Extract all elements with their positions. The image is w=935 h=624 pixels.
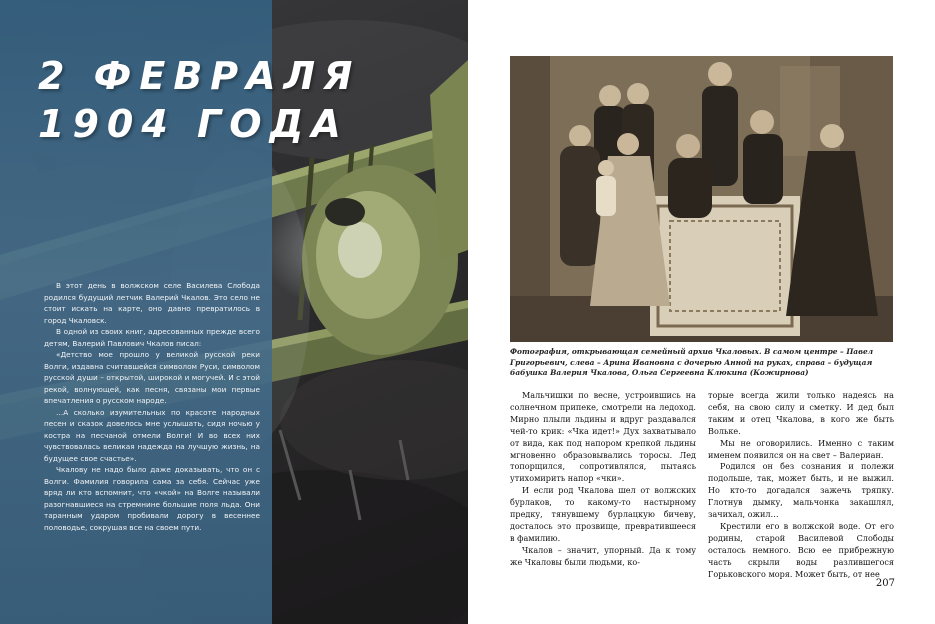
left-paragraph-5: Чкалову не надо было даже доказывать, что он с Волги. Фамилия говорила сама за себя. Сейчас уже вряд ли кто вспомнит, что «чкой» на Волге называли разогнавшиеся на стремнине большие поля льда. Они таранным ударом пробивали дорогу в весеннее половодье, сокрушая все на своем пути. (44, 465, 260, 532)
col1-paragraph-3: Чкалов – значит, упорный. Да к тому же Чкаловы были людьми, ко- (510, 544, 696, 567)
left-paragraph-2: В одной из своих книг, адресованных прежде всего детям, Валерий Павлович Чкалов писал: (44, 327, 260, 348)
col2-paragraph-3: Крестили его в волжской воде. От его родины, старой Василевой Слободы осталось немного. Всю ее прибрежную часть скрыли воды разлившегося Горьковского моря. Может быть, от нее (708, 520, 894, 579)
family-photo (510, 56, 893, 342)
title-line-1: 2 ФЕВРАЛЯ (38, 54, 361, 98)
page-number: 207 (875, 578, 895, 589)
col2-paragraph-2: Родился он без сознания и полежи подольше, так, может быть, и не выжил. Но кто-то догадался зажечь тряпку. Глотнув дымку, мальчонка закашлял, зачихал, ожил… (708, 461, 894, 520)
text-column-1 (510, 390, 696, 569)
title-line-2: 1904 ГОДА (38, 102, 349, 146)
left-paragraph-1: В этот день в волжском селе Василева Слобода родился будущий летчик Валерий Чкалов. Это село не стоит искать на карте, оно давно превратилось в город Чкаловск. (44, 281, 260, 325)
col2-continuation: торые всегда жили только надеясь на себя, на свою силу и сметку. И дед был таким и отец Чкалова, в кого же быть Вольке. (708, 390, 894, 436)
left-paragraph-4: …А сколько изумительных по красоте народных песен и сказок довелось мне услышать, сидя ночью у костра на песчаной отмели Волги! И во всех них чувствовалась великая надежда на лучшую жизнь, на будущее свое счастье». (44, 407, 260, 463)
left-paragraph-3: «Детство мое прошло у великой русской реки Волги, издавна считавшейся символом Руси, символом русской души – открытой, широкой и могучей. И с этой рекой, волнующей, как песня, связаны мои первые впечатления о русском народе. (44, 350, 260, 405)
page-title (38, 52, 378, 148)
left-body-text (44, 280, 260, 533)
family-photo-art (510, 56, 893, 342)
col1-paragraph-1: Мальчишки по весне, устроившись на солнечном припеке, смотрели на ледоход. Мирно плыли льдины и вдруг раздавался чей-то крик: «Чка идет!» Дух захватывало от вида, как под напором крепкой льдины мгновенно образовывались торосы. Лед топорщился, сопротивлялся, пытаясь утихомирить напор «чки». (510, 390, 696, 484)
right-page (468, 0, 935, 624)
col1-paragraph-2: И если род Чкалова шел от волжских бурлаков, то какому-то настырному предку, тянувшему бурлацкую бичеву, досталось это прозвище, превратившееся в фамилию. (510, 485, 696, 543)
photo-caption: Фотография, открывающая семейный архив Чкаловых. В самом центре – Павел Григорьевич, слева – Арина Ивановна с дочерью Анной на руках, справа – будущая бабушка Валерия Чкалова, Ольга Сергеевна Клюкина (Кожирнова) (510, 347, 874, 377)
text-column-2 (708, 390, 894, 581)
col2-paragraph-1: Мы не оговорились. Именно с таким именем появился он на свет – Валериан. (708, 437, 894, 460)
